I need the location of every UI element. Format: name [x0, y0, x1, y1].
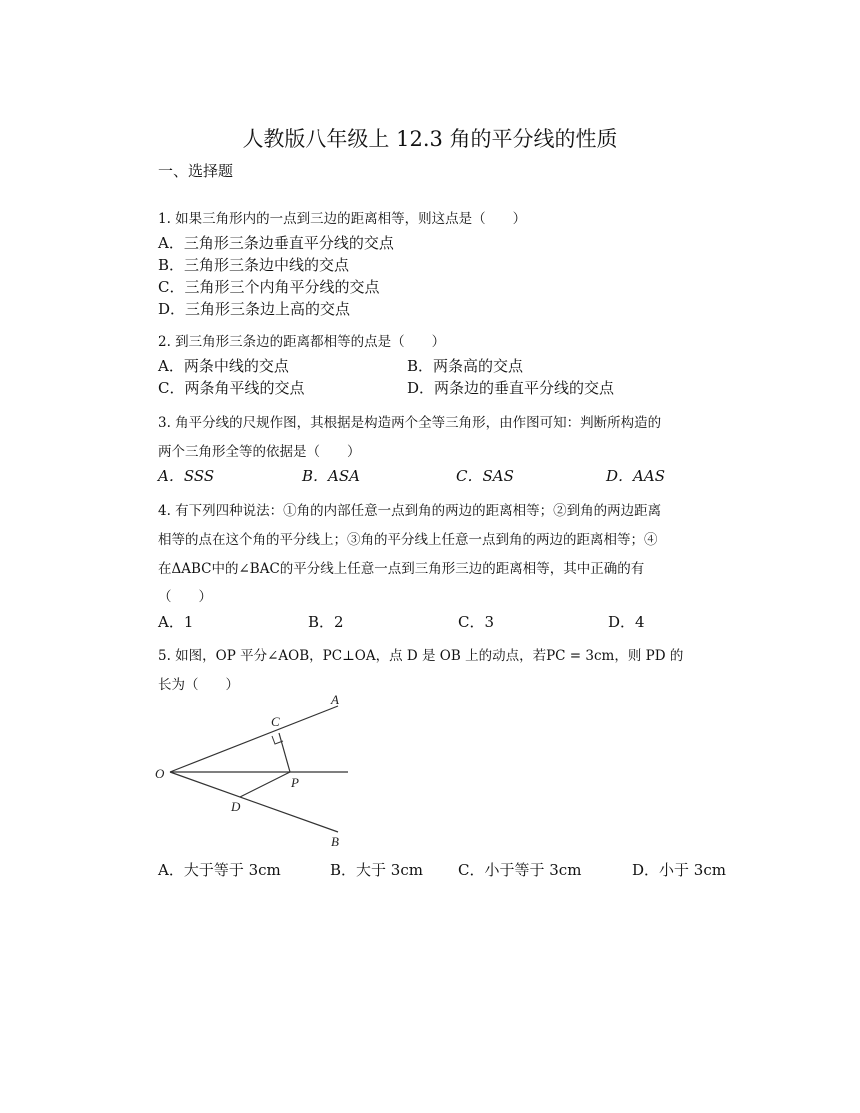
ray-oa — [170, 706, 338, 772]
question-3-stem-line2: 两个三角形全等的依据是（ ） — [158, 444, 361, 460]
question-5-stem-line2: 长为（ ） — [158, 677, 239, 693]
angle-bisector-figure — [150, 690, 360, 852]
q2-option-a[interactable]: A．两条中线的交点 — [158, 357, 289, 375]
label-c: C — [271, 714, 280, 729]
label-o: O — [155, 766, 165, 781]
q2-option-c[interactable]: C．两条角平线的交点 — [158, 379, 305, 397]
segment-pc — [279, 733, 290, 772]
q5-option-c[interactable]: C．小于等于 3cm — [458, 861, 582, 879]
q2-option-b[interactable]: B．两条高的交点 — [407, 357, 524, 375]
label-a: A — [331, 692, 339, 707]
ray-ob — [170, 772, 338, 832]
q2-option-d[interactable]: D．两条边的垂直平分线的交点 — [407, 379, 615, 397]
q1-option-a[interactable]: A．三角形三条边垂直平分线的交点 — [158, 234, 394, 252]
q4-option-a[interactable]: A．1 — [158, 613, 194, 631]
section-heading: 一、选择题 — [158, 162, 234, 180]
question-1-stem: 1. 如果三角形内的一点到三边的距离相等，则这点是（ ） — [158, 211, 527, 227]
page-title: 人教版八年级上 12.3 角的平分线的性质 — [242, 127, 618, 151]
label-b: B — [331, 834, 339, 849]
question-4-stem-line4: （ ） — [158, 589, 212, 605]
label-p: P — [291, 775, 299, 790]
q4-option-d[interactable]: D．4 — [608, 613, 645, 631]
q5-option-b[interactable]: B．大于 3cm — [330, 861, 423, 879]
q1-option-b[interactable]: B．三角形三条边中线的交点 — [158, 256, 350, 274]
segment-pd — [240, 772, 290, 797]
label-d: D — [231, 799, 241, 814]
q3-option-d[interactable]: D．AAS — [606, 467, 665, 485]
q5-option-a[interactable]: A．大于等于 3cm — [158, 861, 281, 879]
q4-option-c[interactable]: C．3 — [458, 613, 495, 631]
question-2-stem: 2. 到三角形三条边的距离都相等的点是（ ） — [158, 334, 446, 350]
question-4-stem-line2: 相等的点在这个角的平分线上；③角的平分线上任意一点到角的两边的距离相等；④ — [158, 532, 658, 548]
q4-option-b[interactable]: B．2 — [308, 613, 344, 631]
q1-option-d[interactable]: D．三角形三条边上高的交点 — [158, 300, 351, 318]
question-4-stem-line3: 在ΔABC中的∠BAC的平分线上任意一点到三角形三边的距离相等，其中正确的有 — [158, 561, 645, 577]
question-4-stem-line1: 4. 有下列四种说法：①角的内部任意一点到角的两边的距离相等；②到角的两边距离 — [158, 503, 662, 519]
question-5-stem-line1: 5. 如图，OP 平分∠AOB，PC⊥OA，点 D 是 OB 上的动点，若PC = 3cm，则 PD 的 — [158, 648, 684, 664]
q3-option-b[interactable]: B．ASA — [302, 467, 360, 485]
q3-option-c[interactable]: C．SAS — [456, 467, 514, 485]
q3-option-a[interactable]: A．SSS — [158, 467, 215, 485]
q1-option-c[interactable]: C．三角形三个内角平分线的交点 — [158, 278, 380, 296]
q5-option-d[interactable]: D．小于 3cm — [632, 861, 726, 879]
question-3-stem-line1: 3. 角平分线的尺规作图，其根据是构造两个全等三角形，由作图可知：判断所构造的 — [158, 415, 662, 431]
